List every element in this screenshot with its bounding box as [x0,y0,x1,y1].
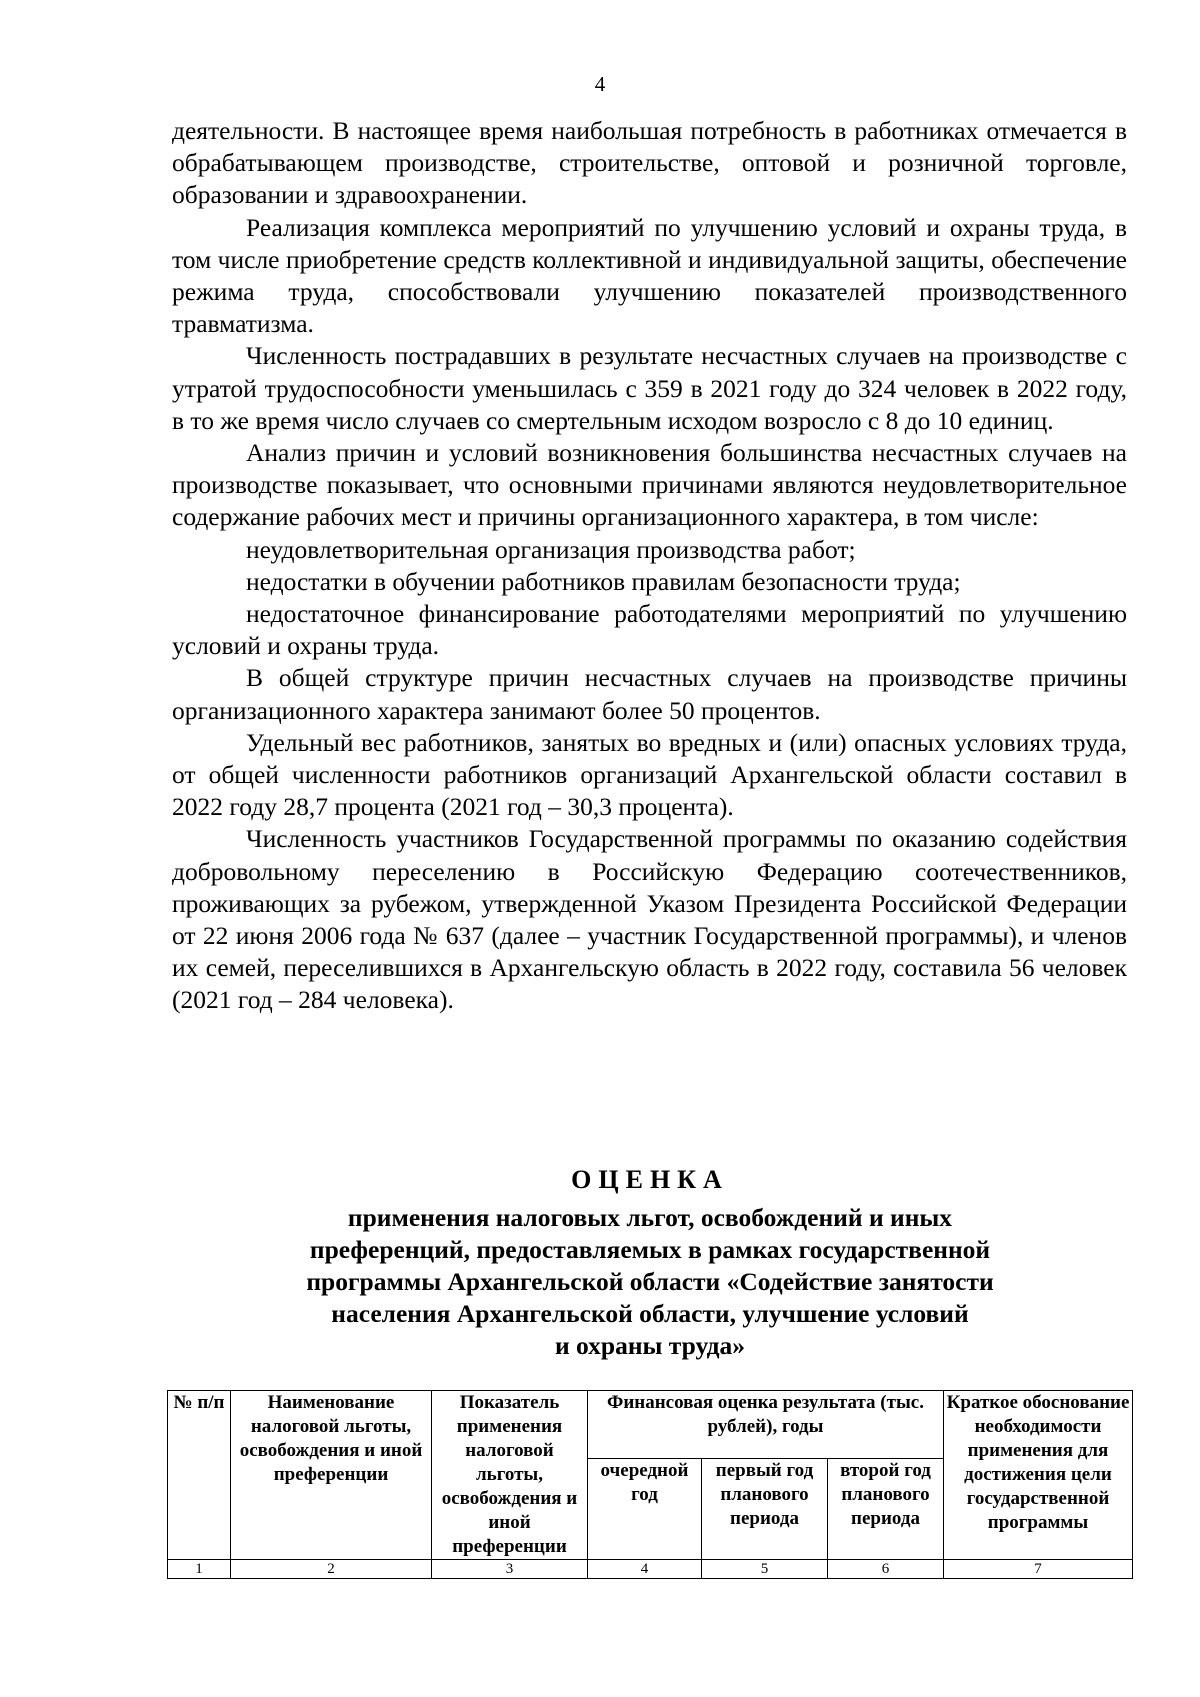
column-number: 3 [432,1560,588,1579]
header-first-plan-year: первый год планового периода [702,1458,828,1559]
paragraph: В общей структуре причин несчастных случаев на производстве причины организационного характера занимают более 50 процентов. [172,663,1127,725]
paragraph: Анализ причин и условий возникновения большинства несчастных случаев на производстве показывает, что основными причинами являются неудовлетворительное содержание рабочих мест и причины организационного характера, в том числе: [172,438,1127,532]
body-text [172,115,1127,1017]
paragraph: Численность участников Государственной программы по оказанию содействия добровольному переселению в Российскую Федерацию соотечественников, проживающих за рубежом, утвержденной Указом Президента Российской Федерации от 22 июня 2006 года № 637 (далее – участник Государственной программы), и членов их семей, переселившихся в Архангельскую область в 2022 году, составила 56 человек (2021 год – 284 человека). [172,824,1127,1015]
paragraph: Реализация комплекса мероприятий по улучшению условий и охраны труда, в том числе приобретение средств коллективной и индивидуальной защиты, обеспечение режима труда, способствовали улучшению показателей производственного травматизма. [172,212,1127,339]
header-justification: Краткое обоснование необходимости применения для достижения цели государственной программы [944,1391,1133,1560]
list-item: недостатки в обучении работников правилам безопасности труда; [246,566,961,596]
header-indicator: Показатель применения налоговой льготы, освобождения и иной преференции [432,1391,588,1560]
paragraph: Удельный вес работников, занятых во вредных и (или) опасных условиях труда, от общей численности работников организаций Архангельской области составил в 2022 году 28,7 процента (2021 год – 30,3 процента). [172,727,1127,822]
column-number: 4 [588,1560,702,1579]
header-current-year: очередной год [588,1458,702,1559]
subtitle-line: населения Архангельской области, улучшение условий [331,1299,969,1328]
heading-title: ОЦЕНКА [571,1165,729,1194]
subtitle-line: преференций, предоставляемых в рамках государственной [309,1235,991,1264]
subtitle-line: программы Архангельской области «Содействие занятости [306,1267,994,1296]
page-number: 4 [594,72,606,96]
column-number: 2 [231,1560,432,1579]
header-financial-assessment: Финансовая оценка результата (тыс. рублей), годы [588,1391,944,1459]
subtitle-line: и охраны труда» [554,1331,746,1360]
subtitle-line: применения налоговых льгот, освобождений и иных [347,1203,953,1232]
list-item: неудовлетворительная организация производства работ; [246,534,856,564]
column-number: 1 [168,1560,231,1579]
column-number: 6 [828,1560,944,1579]
column-number-row [168,1560,1133,1579]
column-number: 7 [944,1560,1133,1579]
tax-benefits-table [167,1390,1133,1579]
heading-subtitle [200,1202,1100,1362]
list-item: недостаточное финансирование работодателями мероприятий по улучшению условий и охраны труда. [172,599,1127,661]
column-number: 5 [702,1560,828,1579]
header-second-plan-year: второй год планового периода [828,1458,944,1559]
section-heading [200,1162,1100,1362]
paragraph: Численность пострадавших в результате несчастных случаев на производстве с утратой трудоспособности уменьшилась с 359 в 2021 году до 324 человек в 2022 году, в то же время число случаев со смертельным исходом возросло с 8 до 10 единиц. [172,341,1127,435]
header-benefit-name: Наименование налоговой льготы, освобождения и иной преференции [231,1391,432,1560]
header-number: № п/п [168,1391,231,1560]
paragraph: деятельности. В настоящее время наибольшая потребность в работниках отмечается в обрабатывающем производстве, строительстве, оптовой и розничной торговле, образовании и здравоохранении. [172,116,1127,210]
